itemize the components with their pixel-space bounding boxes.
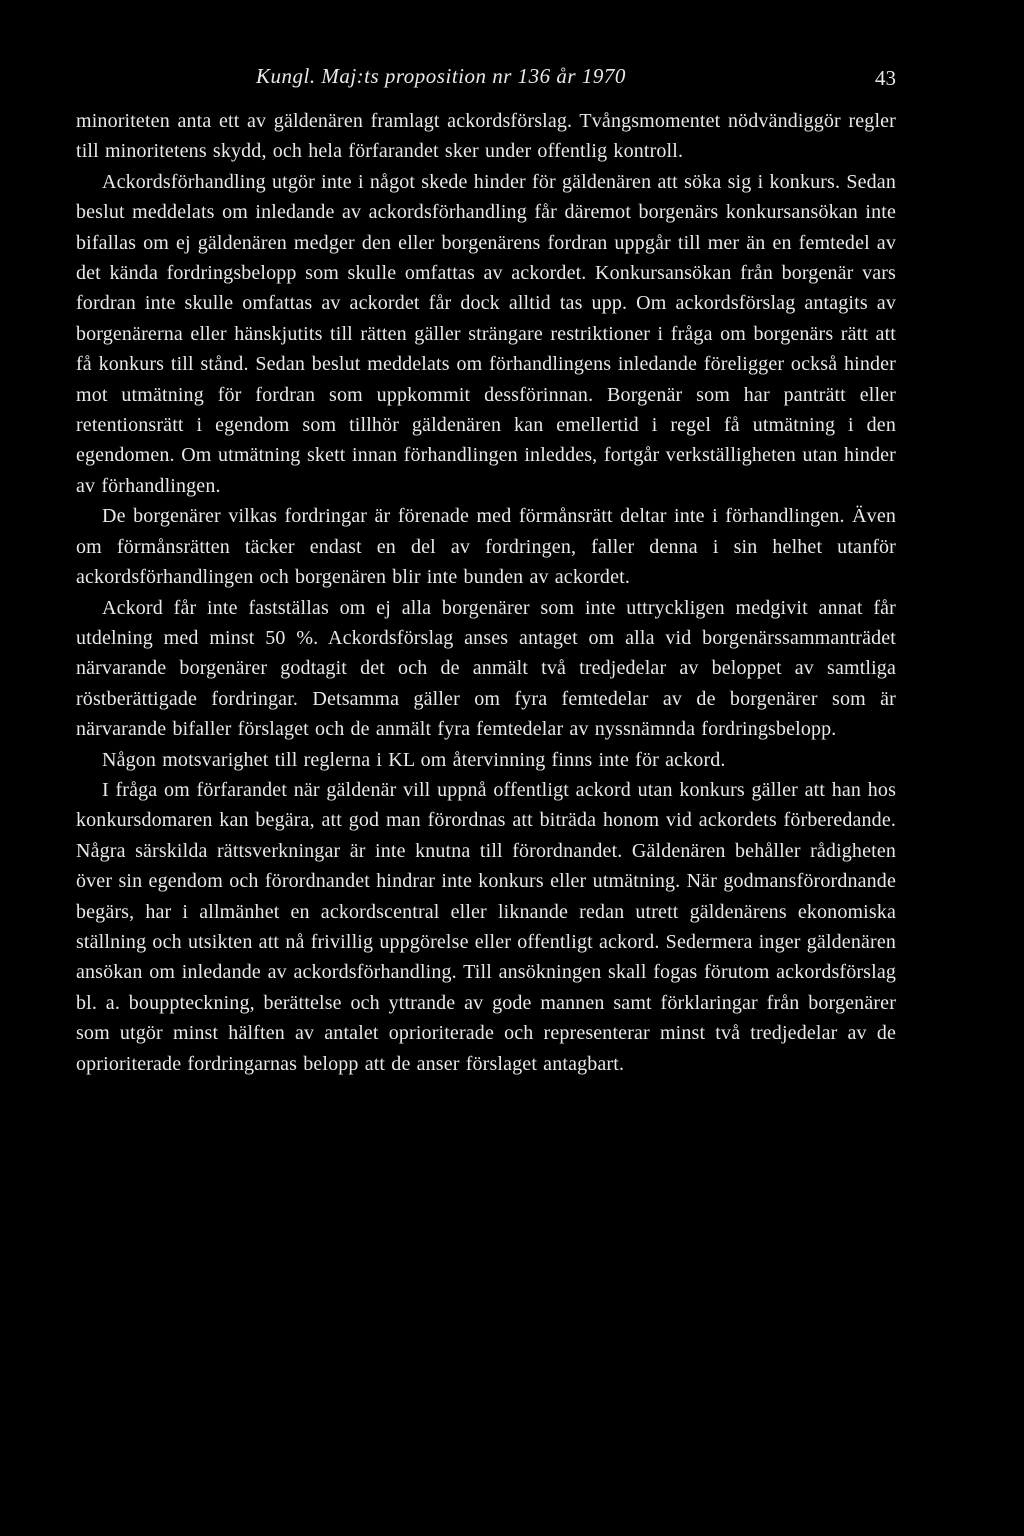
running-title: Kungl. Maj:ts proposition nr 136 år 1970 — [256, 64, 626, 88]
running-header — [76, 58, 896, 106]
paragraph: Ackordsförhandling utgör inte i något skede hinder för gäldenären att söka sig i konkurs. Sedan beslut meddelats om inledande av ackordsförhandling får däremot borgenärs konkursansökan inte bifallas om ej gäldenären medger den eller borgenärens fordran uppgår till mer än en femtedel av det kända fordringsbelopp som skulle omfattas av ackordet. Konkursansökan från borgenär vars fordran inte skulle omfattas av ackordet får dock alltid tas upp. Om ackordsförslag antagits av borgenärerna eller hänskjutits till rätten gäller strängare restriktioner i fråga om borgenärs rätt att få konkurs till stånd. Sedan beslut meddelats om förhandlingens inledande föreligger också hinder mot utmätning för fordran som uppkommit dessförinnan. Borgenär som har panträtt eller retentionsrätt i egendom som tillhör gäldenären kan emellertid i regel få utmätning i den egendomen. Om utmätning skett innan förhandlingen inleddes, fortgår verkställigheten utan hinder av förhandlingen. — [76, 170, 896, 497]
paragraph: De borgenärer vilkas fordringar är förenade med förmånsrätt deltar inte i förhandlingen. Även om förmånsrätten täcker endast en del av fordringen, faller denna i sin helhet utanför ackordsförhandlingen och borgenären blir inte bunden av ackordet. — [76, 505, 896, 589]
body-text — [76, 106, 896, 1079]
paragraph: I fråga om förfarandet när gäldenär vill uppnå offentligt ackord utan konkurs gäller att han hos konkursdomaren kan begära, att god man förordnas att biträda honom vid ackordets förberedande. Några särskilda rättsverkningar är inte knutna till förordnandet. Gäldenären behåller rådigheten över sin egendom och förordnandet hindrar inte konkurs eller utmätning. När godmansförordnande begärs, har i allmänhet en ackordscentral eller liknande redan utrett gäldenärens ekonomiska ställning och utsikten att nå frivillig uppgörelse eller offentligt ackord. Sedermera inger gäldenären ansökan om inledande av ackordsförhandling. Till ansökningen skall fogas förutom ackordsförslag bl. a. bouppteckning, berättelse och yttrande av gode mannen samt förklaringar från borgenärer som utgör minst hälften av antalet oprioriterade och representerar minst två tredjedelar av de oprioriterade fordringarnas belopp att de anser förslaget antagbart. — [76, 778, 896, 1075]
paragraph: Ackord får inte fastställas om ej alla borgenärer som inte uttryckligen medgivit annat får utdelning med minst 50 %. Ackordsförslag anses antaget om alla vid borgenärssammanträdet närvarande borgenärer godtagit det och de anmält två tredjedelar av beloppet av samtliga röstberättigade fordringar. Detsamma gäller om fyra femtedelar av de borgenärer som är närvarande bifaller förslaget och de anmält fyra femtedelar av nyssnämnda fordringsbelopp. — [76, 596, 896, 741]
page-number: 43 — [875, 66, 896, 90]
paragraph: Någon motsvarighet till reglerna i KL om återvinning finns inte för ackord. — [102, 748, 726, 771]
paragraph: minoriteten anta ett av gäldenären framlagt ackordsförslag. Tvångsmomentet nödvändiggör regler till minoritetens skydd, och hela förfarandet sker under offentlig kontroll. — [76, 110, 896, 163]
document-page — [76, 58, 896, 1079]
